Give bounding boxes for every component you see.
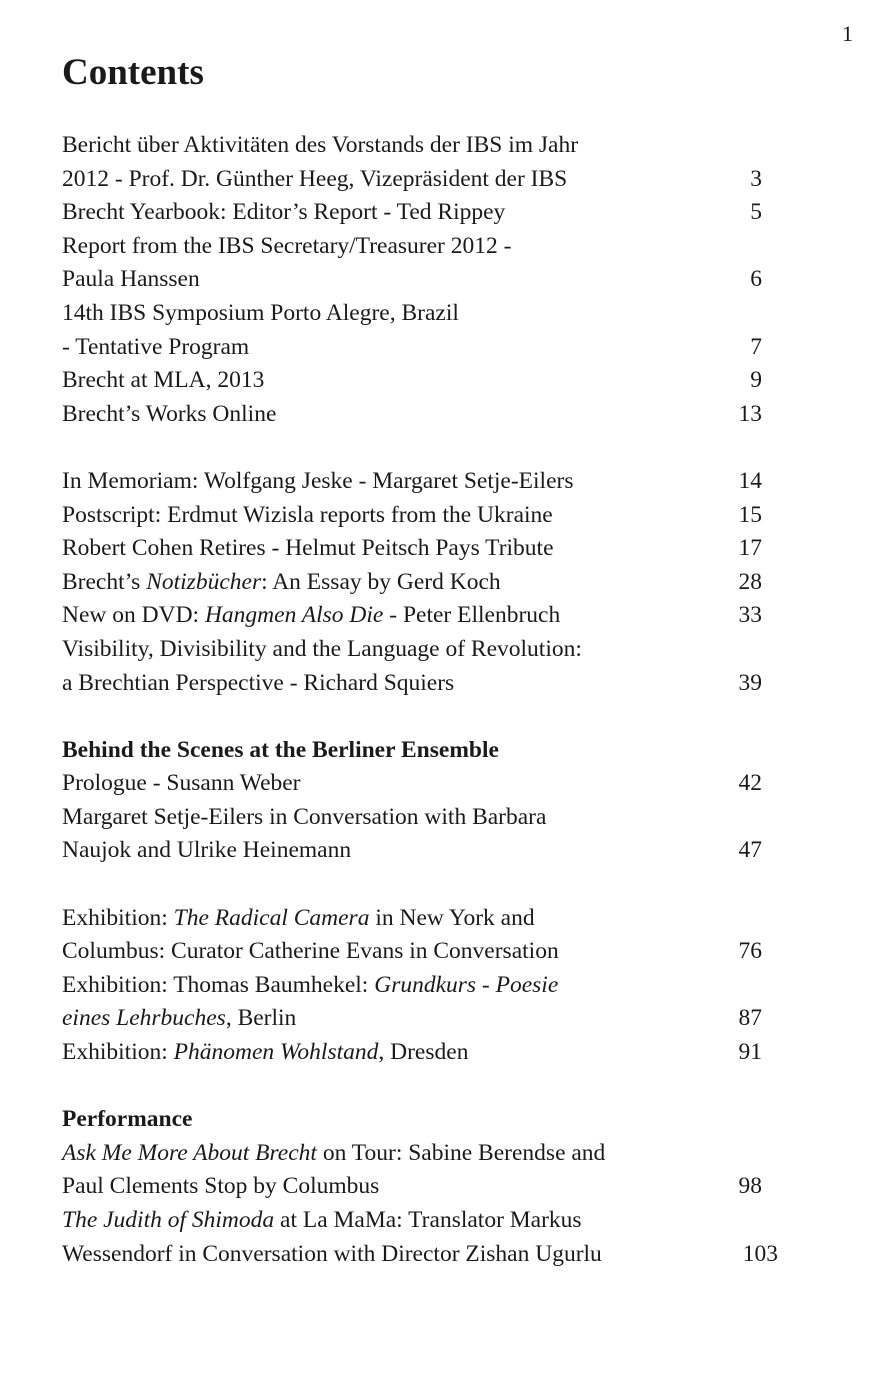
- section-title: Performance: [62, 1106, 193, 1133]
- title-segment: Exhibition:: [62, 1039, 174, 1066]
- entry-title-line: [62, 398, 782, 432]
- toc-section: [62, 465, 782, 700]
- title-segment: : An Essay by Gerd Koch: [261, 568, 501, 595]
- title-segment: - Peter Ellenbruch: [383, 602, 561, 629]
- entry-title-line: [62, 667, 782, 701]
- title-segment: Prologue - Susann Weber: [62, 770, 301, 797]
- entry-title-line: [62, 129, 782, 163]
- entry-title-line: [62, 1204, 782, 1238]
- table-of-contents: [62, 129, 782, 1271]
- section-title: Behind the Scenes at the Berliner Ensemble: [62, 736, 499, 763]
- entry-page-number: 14: [738, 467, 762, 494]
- toc-section: [62, 129, 782, 431]
- toc-section: [62, 1103, 782, 1271]
- title-segment: Brecht’s: [62, 568, 147, 595]
- entry-page-number: 39: [738, 669, 762, 696]
- toc-entry: [62, 532, 782, 566]
- toc-entry: [62, 1204, 782, 1271]
- title-segment: Brecht Yearbook: Editor’s Report - Ted Rippey: [62, 199, 506, 226]
- title-segment: Postscript: Erdmut Wizisla reports from the Ukraine: [62, 501, 553, 528]
- toc-entry: [62, 801, 782, 868]
- entry-title-line: [62, 935, 782, 969]
- entry-title-line: [62, 1036, 782, 1070]
- entry-title-line: [62, 801, 782, 835]
- entry-title-line: [62, 1238, 782, 1272]
- italic-title-segment: Notizbücher: [146, 568, 262, 595]
- title-segment: Exhibition: Thomas Baumhekel:: [62, 971, 375, 998]
- entry-title-line: [62, 834, 782, 868]
- italic-title-segment: The Judith of Shimoda: [62, 1207, 275, 1233]
- title-segment: Paula Hanssen: [62, 266, 200, 293]
- italic-title-segment: Grundkurs - Poesie: [374, 971, 559, 998]
- title-segment: , Dresden: [378, 1039, 469, 1066]
- entry-page-number: 5: [750, 199, 762, 226]
- entry-title-line: [62, 364, 782, 398]
- toc-entry: [62, 902, 782, 969]
- toc-entry: [62, 230, 782, 297]
- title-segment: Naujok and Ulrike Heinemann: [62, 837, 352, 864]
- toc-entry: [62, 465, 782, 499]
- entry-title-line: [62, 1002, 782, 1036]
- title-segment: Brecht’s Works Online: [62, 400, 277, 427]
- entry-page-number: 3: [750, 165, 762, 192]
- toc-entry: [62, 767, 782, 801]
- toc-entry: [62, 398, 782, 432]
- toc-entry: [62, 499, 782, 533]
- toc-entry: [62, 364, 782, 398]
- title-segment: Wessendorf in Conversation with Director Zishan Ugurlu: [62, 1240, 602, 1267]
- italic-title-segment: Phänomen Wohlstand: [173, 1039, 379, 1066]
- entry-title-line: [62, 532, 782, 566]
- entry-page-number: 17: [738, 535, 762, 562]
- italic-title-segment: The Radical Camera: [173, 904, 370, 931]
- toc-entry: [62, 196, 782, 230]
- title-segment: In Memoriam: Wolfgang Jeske - Margaret Setje-Eilers: [62, 467, 574, 494]
- italic-title-segment: eines Lehrbuches: [62, 1005, 226, 1032]
- title-segment: at La MaMa: Translator Markus: [274, 1207, 582, 1233]
- contents-heading: Contents: [62, 52, 204, 93]
- entry-title-line: [62, 465, 782, 499]
- title-segment: Report from the IBS Secretary/Treasurer 2012 -: [62, 232, 512, 259]
- entry-page-number: 33: [738, 602, 762, 629]
- italic-title-segment: Hangmen Also Die: [204, 602, 384, 629]
- entry-title-line: [62, 263, 782, 297]
- title-segment: Bericht über Aktivitäten des Vorstands der IBS im Jahr: [62, 132, 579, 158]
- entry-title-line: [62, 331, 782, 365]
- entry-page-number: 87: [738, 1005, 762, 1032]
- toc-entry: [62, 1137, 782, 1204]
- title-segment: 14th IBS Symposium Porto Alegre, Brazil: [62, 299, 459, 326]
- title-segment: 2012 - Prof. Dr. Günther Heeg, Vizepräsident der IBS: [62, 165, 568, 192]
- entry-title-line: [62, 902, 782, 936]
- toc-entry: [62, 1036, 782, 1070]
- entry-page-number: 47: [738, 837, 762, 864]
- title-segment: Exhibition:: [62, 904, 174, 931]
- entry-page-number: 6: [750, 266, 762, 293]
- title-segment: Paul Clements Stop by Columbus: [62, 1173, 380, 1200]
- toc-entry: [62, 297, 782, 364]
- entry-page-number: 28: [738, 568, 762, 595]
- title-segment: Visibility, Divisibility and the Language of Revolution:: [62, 635, 582, 662]
- title-segment: Columbus: Curator Catherine Evans in Conversation: [62, 938, 559, 965]
- entry-title-line: [62, 230, 782, 264]
- entry-page-number: 13: [738, 400, 762, 427]
- entry-title-line: [62, 163, 782, 197]
- page-number: 1: [842, 21, 853, 46]
- toc-entry: [62, 633, 782, 700]
- entry-title-line: [62, 633, 782, 667]
- toc-entry: [62, 969, 782, 1036]
- entry-page-number: 103: [742, 1240, 778, 1267]
- entry-page-number: 7: [750, 333, 762, 360]
- title-segment: in New York and: [369, 904, 535, 931]
- entry-page-number: 76: [738, 938, 762, 965]
- entry-title-line: [62, 1170, 782, 1204]
- entry-title-line: [62, 969, 782, 1003]
- entry-title-line: [62, 499, 782, 533]
- toc-entry: [62, 129, 782, 196]
- entry-title-line: [62, 566, 782, 600]
- toc-entry: [62, 599, 782, 633]
- title-segment: Brecht at MLA, 2013: [62, 367, 265, 394]
- entry-page-number: 9: [750, 367, 762, 394]
- title-segment: Robert Cohen Retires - Helmut Peitsch Pays Tribute: [62, 535, 554, 562]
- entry-title-line: [62, 1137, 782, 1171]
- entry-title-line: [62, 196, 782, 230]
- title-segment: , Berlin: [225, 1005, 297, 1032]
- title-segment: - Tentative Program: [62, 333, 250, 360]
- entry-page-number: 15: [738, 501, 762, 528]
- title-segment: New on DVD:: [62, 602, 205, 629]
- title-segment: Margaret Setje-Eilers in Conversation with Barbara: [62, 803, 547, 830]
- entry-title-line: [62, 767, 782, 801]
- toc-entry: [62, 566, 782, 600]
- title-segment: on Tour: Sabine Berendse and: [316, 1139, 606, 1166]
- entry-page-number: 42: [738, 770, 762, 797]
- entry-title-line: [62, 297, 782, 331]
- title-segment: a Brechtian Perspective - Richard Squiers: [62, 669, 455, 696]
- entry-page-number: 91: [738, 1039, 762, 1066]
- entry-page-number: 98: [738, 1173, 762, 1200]
- toc-section: [62, 734, 782, 868]
- italic-title-segment: Ask Me More About Brecht: [62, 1139, 317, 1166]
- entry-title-line: [62, 599, 782, 633]
- toc-section: [62, 902, 782, 1070]
